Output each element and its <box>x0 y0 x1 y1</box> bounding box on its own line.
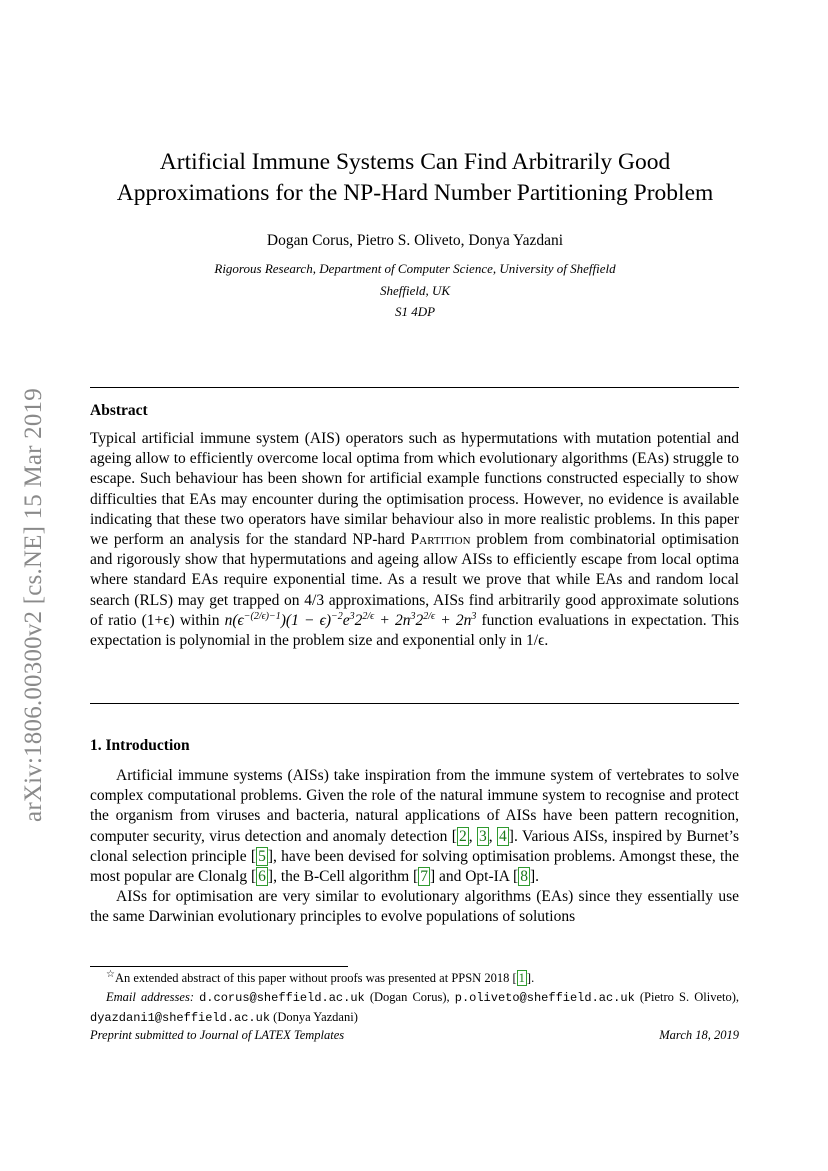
intro-paragraph-2: AISs for optimisation are very similar to evolutionary algorithms (EAs) since they essentially use the same Darwinian evolutionary principles to evolve populations of solutions <box>90 888 739 926</box>
arxiv-stamp <box>14 360 54 850</box>
abstract-text-3: function evaluations in expectation. This expectation is polynomial in the problem size and exponential only in 1/ϵ. <box>90 611 739 650</box>
email-owner: (Pietro S. Oliveto), <box>634 990 740 1004</box>
title-line-2: Approximations for the NP-Hard Number Partitioning Problem <box>116 180 714 206</box>
email-label: Email addresses: <box>106 990 194 1004</box>
abstract-bottom-rule <box>90 703 739 704</box>
footnote-text: An extended abstract of this paper without proofs was presented at PPSN 2018 <box>114 971 513 985</box>
citation-link-7[interactable]: 7 <box>420 868 428 886</box>
citation-link-1[interactable]: 1 <box>518 971 525 985</box>
affiliation-line-3: S1 4DP <box>394 304 436 319</box>
intro-text: , the B-Cell algorithm <box>273 868 414 886</box>
affiliation-line-1: Rigorous Research, Department of Computer Science, University of Sheffield <box>214 261 616 276</box>
footnote-emails <box>90 988 739 1028</box>
intro-text: . <box>535 868 539 886</box>
introduction-body <box>90 766 739 928</box>
citation-link-4[interactable]: 4 <box>499 827 507 845</box>
introduction-heading: 1. Introduction <box>90 737 190 754</box>
abstract-top-rule <box>90 387 739 388</box>
footnote-ppsn: ☆An extended abstract of this paper without proofs was presented at PPSN 2018 [ 1 ]. <box>106 968 535 985</box>
email-oliveto[interactable]: p.oliveto@sheffield.ac.uk <box>454 991 635 1005</box>
footnote <box>90 969 739 1028</box>
abstract-heading: Abstract <box>90 402 148 419</box>
citation-link-5[interactable]: 5 <box>258 847 266 865</box>
author-list: Dogan Corus, Pietro S. Oliveto, Donya Yazdani <box>266 232 564 249</box>
affiliation <box>60 258 770 323</box>
star-icon: ☆ <box>106 968 115 980</box>
email-corus[interactable]: d.corus@sheffield.ac.uk <box>199 991 365 1005</box>
footnote-end: . <box>531 971 535 985</box>
intro-text: and Opt-IA <box>435 868 514 886</box>
citation-link-2[interactable]: 2 <box>458 827 467 845</box>
citation-link-8[interactable]: 8 <box>520 868 528 886</box>
footnote-rule <box>90 966 348 967</box>
journal-note: Preprint submitted to Journal of LATEX Templates <box>90 1028 345 1042</box>
citation-link-6[interactable]: 6 <box>258 868 266 886</box>
intro-text: , have been devised for solving optimisation problems. Amongst these, the most popular are Clonalg <box>90 847 739 886</box>
abstract-paragraph <box>90 429 739 651</box>
abstract-body <box>90 429 739 651</box>
intro-text: . Various AISs, inspired by Burnet’s clonal selection principle <box>90 827 739 865</box>
partition-term: Partition <box>410 531 471 549</box>
page-footer <box>90 1028 739 1043</box>
email-yazdani[interactable]: dyazdani1@sheffield.ac.uk <box>90 1011 271 1025</box>
intro-paragraph-1: Artificial immune systems (AISs) take inspiration from the immune system of vertebrates to solve complex computational problems. Given the role of the natural immune system to recognise and protect the organism from viruses and bacteria, natural applications of AISs have been pattern recognition, computer security, virus detection and anomaly detection [ 2 , 3 , 4 ]. Various AISs, inspired by Burnet’s clonal selection principle [ 5 ], have been devised for solving optimisation problems. Amongst these, the most popular are Clonalg [ 6 ], the B-Cell algorithm [ 7 ] and Opt-IA [ 8 ]. <box>90 767 739 886</box>
abstract-text-2: problem from combinatorial optimisation and rigorously show that hypermutations and ageing allow AISs to efficiently escape from local optima where standard EAs require exponential time. As a result we prove that while EAs and random local search (RLS) may get trapped on 4/3 approximations, AISs find arbitrarily good approximate solutions of ratio (1+ϵ) within <box>90 531 739 629</box>
abstract-text-1: Typical artificial immune system (AIS) operators such as hypermutations with mutation potential and ageing allow to efficiently overcome local optima from which evolutionary algorithms (EAs) struggle to escape. Such behaviour has been shown for artificial example functions constructed especially to show difficulties that EAs may encounter during the optimisation process. However, no evidence is available indicating that these two operators have similar behaviour also in more realistic problems. In this paper we perform an analysis for the standard NP-hard <box>90 430 739 549</box>
intro-text: Artificial immune systems (AISs) take inspiration from the immune system of vertebrates to solve complex computational problems. Given the role of the natural immune system to recognise and protect the organism from viruses and bacteria, natural applications of AISs have been pattern recognition, computer security, virus detection and anomaly detection <box>90 767 739 845</box>
email-owner: (Dogan Corus), <box>364 990 455 1004</box>
email-owner: (Donya Yazdani) <box>270 1010 358 1024</box>
affiliation-line-2: Sheffield, UK <box>379 282 451 298</box>
title-line-1: Artificial Immune Systems Can Find Arbitrarily Good <box>159 149 671 175</box>
paper-title <box>60 147 770 209</box>
footer-date: March 18, 2019 <box>659 1028 739 1042</box>
runtime-formula: $n(\epsilon^{-(2/\epsilon)-1})(1 - \epsilon)^{-2}e^32^{2/\epsilon} + 2n^32^{2/\epsilon} + 2n^3$ <box>224 610 477 629</box>
arxiv-identifier: arXiv:1806.00300v2 [cs.NE] 15 Mar 2019 <box>20 388 48 822</box>
citation-link-3[interactable]: 3 <box>478 827 487 845</box>
